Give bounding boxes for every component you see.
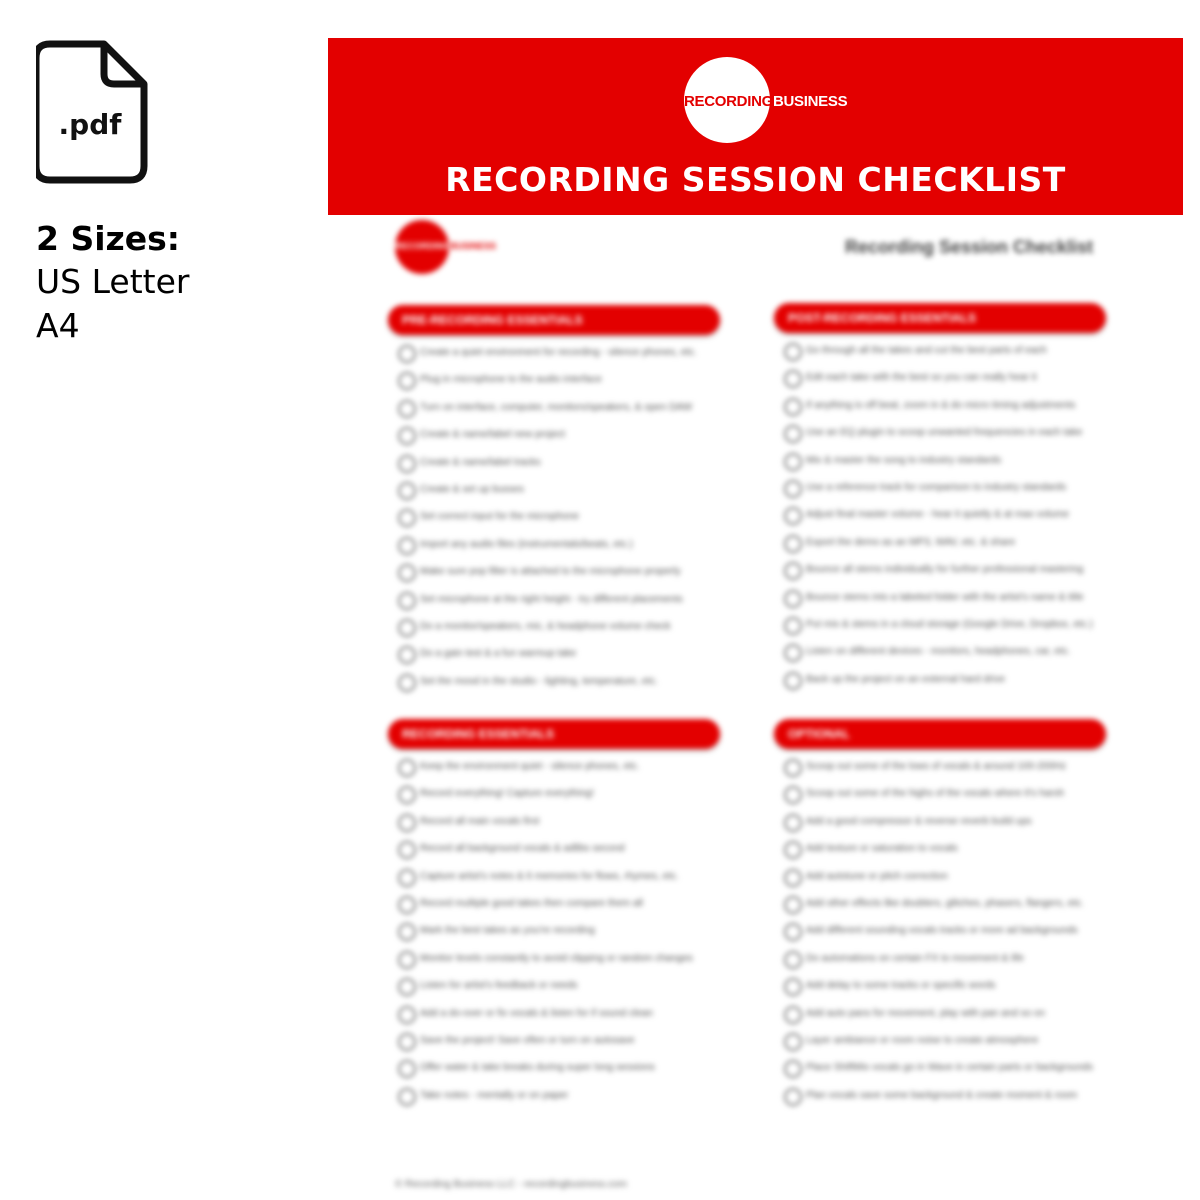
checkbox-circle-icon bbox=[398, 759, 416, 777]
checkbox-circle-icon bbox=[398, 646, 416, 664]
checklist-item bbox=[388, 453, 738, 480]
checkbox-circle-icon bbox=[784, 896, 802, 914]
checklist-item bbox=[774, 478, 1124, 505]
checklist-item-text: Create & name/label new project bbox=[420, 429, 566, 441]
checklist-item bbox=[388, 1004, 738, 1031]
checklist-item bbox=[388, 590, 738, 617]
checkbox-circle-icon bbox=[784, 923, 802, 941]
checklist-item-text: Back up the project on an external hard drive bbox=[806, 673, 1006, 685]
checklist-item bbox=[774, 423, 1124, 450]
checklist-item bbox=[774, 1086, 1124, 1113]
checklist-item-text: Do a monitor/speakers, mic, & headphone volume check bbox=[420, 620, 671, 632]
checkbox-circle-icon bbox=[398, 869, 416, 887]
checklist-item-text: Edit each take with the best so you can really hear it bbox=[806, 372, 1037, 384]
checklist-item-text: Place ShiftMix vocals go in Wave in certain parts or backgrounds bbox=[806, 1062, 1093, 1074]
checklist-item-text: Listen for artist's feedback or needs bbox=[420, 980, 578, 992]
checklist-item bbox=[388, 562, 738, 589]
section-title: OPTIONAL bbox=[774, 719, 1106, 749]
checklist-item bbox=[774, 812, 1124, 839]
section-title: RECORDING ESSENTIALS bbox=[388, 719, 720, 749]
checkbox-circle-icon bbox=[784, 644, 802, 662]
checkbox-circle-icon bbox=[398, 455, 416, 473]
checklist-item-text: Keep the environment quiet - silence phones, etc. bbox=[420, 761, 640, 772]
checklist-items bbox=[388, 757, 738, 1113]
size-us-letter: US Letter bbox=[36, 262, 190, 301]
checklist-item bbox=[388, 894, 738, 921]
checkbox-circle-icon bbox=[398, 1006, 416, 1024]
checklist-item bbox=[774, 368, 1124, 395]
checkbox-circle-icon bbox=[784, 841, 802, 859]
checklist-item-text: Adjust final master volume - hear it quietly & at max volume bbox=[806, 509, 1069, 521]
checklist-item bbox=[388, 507, 738, 534]
checkbox-circle-icon bbox=[784, 814, 802, 832]
checkbox-circle-icon bbox=[784, 590, 802, 608]
checklist-items bbox=[774, 341, 1124, 697]
logo-word-recording: RECORDING bbox=[684, 93, 773, 110]
checklist-item bbox=[388, 672, 738, 699]
preview-doc-title: Recording Session Checklist bbox=[845, 237, 1094, 257]
checklist-item-text: Do automations on certain FX to movement & life bbox=[806, 952, 1024, 964]
checkbox-circle-icon bbox=[784, 453, 802, 471]
checklist-item bbox=[388, 535, 738, 562]
checklist-item-text: Record all main vocals first bbox=[420, 815, 540, 827]
checklist-item bbox=[774, 949, 1124, 976]
checklist-item-text: Make sure pop filter is attached to the microphone properly bbox=[420, 566, 681, 578]
checklist-item-text: Use a reference track for comparison to industry standards bbox=[806, 481, 1067, 493]
checkbox-circle-icon bbox=[784, 951, 802, 969]
checklist-item bbox=[388, 644, 738, 671]
checklist-item bbox=[774, 615, 1124, 642]
checkbox-circle-icon bbox=[784, 869, 802, 887]
header-banner bbox=[328, 38, 1183, 215]
banner-title: RECORDING SESSION CHECKLIST bbox=[445, 160, 1066, 199]
checkbox-circle-icon bbox=[398, 814, 416, 832]
checkbox-circle-icon bbox=[784, 672, 802, 690]
checklist-item bbox=[774, 588, 1124, 615]
checkbox-circle-icon bbox=[398, 427, 416, 445]
checklist-item-text: Export the demo as an MP3, WAV, etc. & share bbox=[806, 536, 1016, 548]
checklist-item bbox=[388, 370, 738, 397]
preview-footer: © Recording Business LLC - recordingbusiness.com bbox=[395, 1179, 627, 1190]
checklist-item-text: Create & name/label tracks bbox=[420, 456, 541, 468]
checkbox-circle-icon bbox=[784, 1033, 802, 1051]
checklist-item bbox=[388, 839, 738, 866]
checklist-item-text: Bounce all stems individually for further professional mastering bbox=[806, 564, 1084, 576]
checklist-item-text: Scoop out some of the highs of the vocals where it's harsh bbox=[806, 788, 1065, 800]
checklist-item-text: Save the project! Save often or turn on autosave bbox=[420, 1034, 635, 1046]
checklist-item-text: Do a gain test & a fun warmup take bbox=[420, 648, 577, 660]
logo-word-business: BUSINESS bbox=[772, 93, 848, 110]
checklist-item bbox=[774, 1004, 1124, 1031]
checklist-item-text: Add delay to some tracks or specific words bbox=[806, 980, 996, 992]
checkbox-circle-icon bbox=[398, 619, 416, 637]
pdf-file-icon bbox=[36, 40, 148, 184]
checkbox-circle-icon bbox=[398, 674, 416, 692]
checkbox-circle-icon bbox=[398, 978, 416, 996]
checkbox-circle-icon bbox=[398, 537, 416, 555]
checklist-item bbox=[388, 949, 738, 976]
checklist-item bbox=[774, 533, 1124, 560]
checklist-item-text: Bounce stems into a labeled folder with the artist's name & title bbox=[806, 591, 1084, 603]
checklist-item bbox=[388, 1086, 738, 1113]
checkbox-circle-icon bbox=[398, 482, 416, 500]
checkbox-circle-icon bbox=[398, 841, 416, 859]
checkbox-circle-icon bbox=[784, 1060, 802, 1078]
checkbox-circle-icon bbox=[784, 978, 802, 996]
checklist-item-text: Record multiple good takes then compare them all bbox=[420, 897, 643, 909]
checklist-item bbox=[388, 617, 738, 644]
checklist-item-text: Plug in microphone to the audio interface bbox=[420, 374, 602, 386]
checklist-item-text: Monitor levels constantly to avoid clipping or random changes bbox=[420, 952, 693, 964]
checklist-item-text: Add texture or saturation to vocals bbox=[806, 843, 958, 855]
checkbox-circle-icon bbox=[784, 425, 802, 443]
checklist-item-text: Record all background vocals & adlibs second bbox=[420, 843, 625, 855]
checklist-item bbox=[774, 757, 1124, 784]
section-title: PRE-RECORDING ESSENTIALS bbox=[388, 305, 720, 335]
checklist-section bbox=[388, 719, 738, 1113]
checklist-item-text: Set correct input for the microphone bbox=[420, 511, 579, 523]
checklist-item bbox=[388, 1031, 738, 1058]
checkbox-circle-icon bbox=[398, 345, 416, 363]
checkbox-circle-icon bbox=[784, 398, 802, 416]
checklist-item bbox=[388, 480, 738, 507]
checklist-item-text: Capture artist's notes & 6 memories for flows, rhymes, etc. bbox=[420, 870, 679, 882]
checklist-item-text: Create & set up busses bbox=[420, 483, 524, 495]
brand-logo bbox=[684, 93, 847, 110]
checklist-item bbox=[774, 976, 1124, 1003]
checkbox-circle-icon bbox=[784, 1006, 802, 1024]
checkbox-circle-icon bbox=[784, 759, 802, 777]
checklist-item-text: Add a do-over or fix vocals & listen for if sound clean bbox=[420, 1007, 653, 1019]
checklist-item-text: Put mix & stems in a cloud storage (Google Drive, Dropbox, etc.) bbox=[806, 618, 1093, 630]
checklist-item bbox=[388, 425, 738, 452]
checklist-item bbox=[774, 784, 1124, 811]
checkbox-circle-icon bbox=[784, 617, 802, 635]
checklist-item bbox=[774, 867, 1124, 894]
checklist-item bbox=[774, 839, 1124, 866]
checklist-item-text: Go through all the takes and cut the best parts of each bbox=[806, 345, 1047, 356]
checklist-item bbox=[388, 867, 738, 894]
checklist-item-text: If anything is off beat, zoom in & do micro timing adjustments bbox=[806, 399, 1076, 411]
checklist-item bbox=[388, 398, 738, 425]
checklist-item bbox=[774, 642, 1124, 669]
checklist-item-text: Import any audio files (instrumentals/beats, etc.) bbox=[420, 538, 633, 550]
checklist-item bbox=[388, 921, 738, 948]
checkbox-circle-icon bbox=[398, 400, 416, 418]
checkbox-circle-icon bbox=[398, 1088, 416, 1106]
checkbox-circle-icon bbox=[784, 535, 802, 553]
checkbox-circle-icon bbox=[398, 896, 416, 914]
checkbox-circle-icon bbox=[784, 507, 802, 525]
checklist-item bbox=[388, 343, 738, 370]
preview-logo-word2: BUSINESS bbox=[450, 241, 497, 251]
checklist-item-text: Take notes - mentally or on paper bbox=[420, 1089, 569, 1101]
file-type-label: .pdf bbox=[58, 108, 122, 141]
checklist-item-text: Create a quiet environment for recording - silence phones, etc. bbox=[420, 347, 697, 358]
checklist-section bbox=[774, 303, 1124, 697]
checkbox-circle-icon bbox=[398, 592, 416, 610]
checklist-section bbox=[388, 305, 738, 699]
section-title: POST-RECORDING ESSENTIALS bbox=[774, 303, 1106, 333]
checklist-item-text: Listen on different devices - monitors, headphones, car, etc. bbox=[806, 646, 1071, 658]
checkbox-circle-icon bbox=[398, 564, 416, 582]
checklist-item-text: Set microphone at the right height - try different placements bbox=[420, 593, 683, 605]
checklist-item-text: Mix & master the song to industry standards bbox=[806, 454, 1002, 466]
checklist-item-text: Add other effects like doublers, glitches, phasers, flangers, etc. bbox=[806, 897, 1084, 909]
checklist-item bbox=[774, 921, 1124, 948]
checklist-item bbox=[388, 812, 738, 839]
checklist-item bbox=[774, 1058, 1124, 1085]
sizes-title: 2 Sizes: bbox=[36, 219, 180, 258]
checklist-item bbox=[774, 560, 1124, 587]
preview-logo-word1: RECORDING bbox=[395, 241, 451, 251]
checklist-item-text: Offer water & take breaks during super long sessions bbox=[420, 1062, 655, 1074]
checklist-item-text: Use an EQ plugin to scoop unwanted frequencies in each take bbox=[806, 427, 1083, 439]
checkbox-circle-icon bbox=[398, 372, 416, 390]
checklist-item bbox=[774, 341, 1124, 368]
checklist-item bbox=[774, 894, 1124, 921]
preview-logo bbox=[395, 241, 496, 251]
checklist-item-text: Add auto pans for movement, play with pan and so on bbox=[806, 1007, 1046, 1019]
checkbox-circle-icon bbox=[784, 343, 802, 361]
checkbox-circle-icon bbox=[398, 1060, 416, 1078]
checklist-item-text: Set the mood in the studio - lighting, temperature, etc. bbox=[420, 675, 658, 687]
checklist-preview bbox=[340, 215, 1170, 1200]
checklist-item-text: Add autotune or pitch correction bbox=[806, 870, 948, 882]
checklist-items bbox=[388, 343, 738, 699]
checklist-item bbox=[388, 1058, 738, 1085]
checkbox-circle-icon bbox=[784, 1088, 802, 1106]
checklist-item-text: Layer ambiance or room noise to create atmosphere bbox=[806, 1034, 1039, 1046]
checklist-item bbox=[774, 1031, 1124, 1058]
checklist-item bbox=[774, 670, 1124, 697]
checkbox-circle-icon bbox=[784, 562, 802, 580]
checkbox-circle-icon bbox=[398, 786, 416, 804]
checklist-item-text: Mark the best takes as you're recording bbox=[420, 925, 595, 937]
checkbox-circle-icon bbox=[784, 480, 802, 498]
checklist-item-text: Add different sounding vocals tracks or more ad backgrounds bbox=[806, 925, 1078, 937]
checklist-item-text: Scoop out some of the lows of vocals & around 100-200Hz bbox=[806, 761, 1067, 772]
checklist-item-text: Plan vocals save some background & create moment & room bbox=[806, 1089, 1078, 1101]
checkbox-circle-icon bbox=[398, 923, 416, 941]
checkbox-circle-icon bbox=[398, 951, 416, 969]
checklist-item bbox=[388, 976, 738, 1003]
checkbox-circle-icon bbox=[784, 370, 802, 388]
checklist-item bbox=[774, 451, 1124, 478]
checklist-item bbox=[774, 505, 1124, 532]
checklist-item-text: Turn on interface, computer, monitors/speakers, & open DAW bbox=[420, 401, 693, 413]
checklist-item-text: Record everything! Capture everything! bbox=[420, 788, 594, 800]
checklist-items bbox=[774, 757, 1124, 1113]
sizes-info bbox=[36, 218, 189, 348]
checklist-item bbox=[774, 396, 1124, 423]
checklist-item bbox=[388, 784, 738, 811]
checklist-item bbox=[388, 757, 738, 784]
checkbox-circle-icon bbox=[784, 786, 802, 804]
checklist-item-text: Add a good compressor & reverse reverb build ups bbox=[806, 815, 1032, 827]
checklist-section bbox=[774, 719, 1124, 1113]
size-a4: A4 bbox=[36, 306, 80, 345]
checkbox-circle-icon bbox=[398, 509, 416, 527]
checkbox-circle-icon bbox=[398, 1033, 416, 1051]
